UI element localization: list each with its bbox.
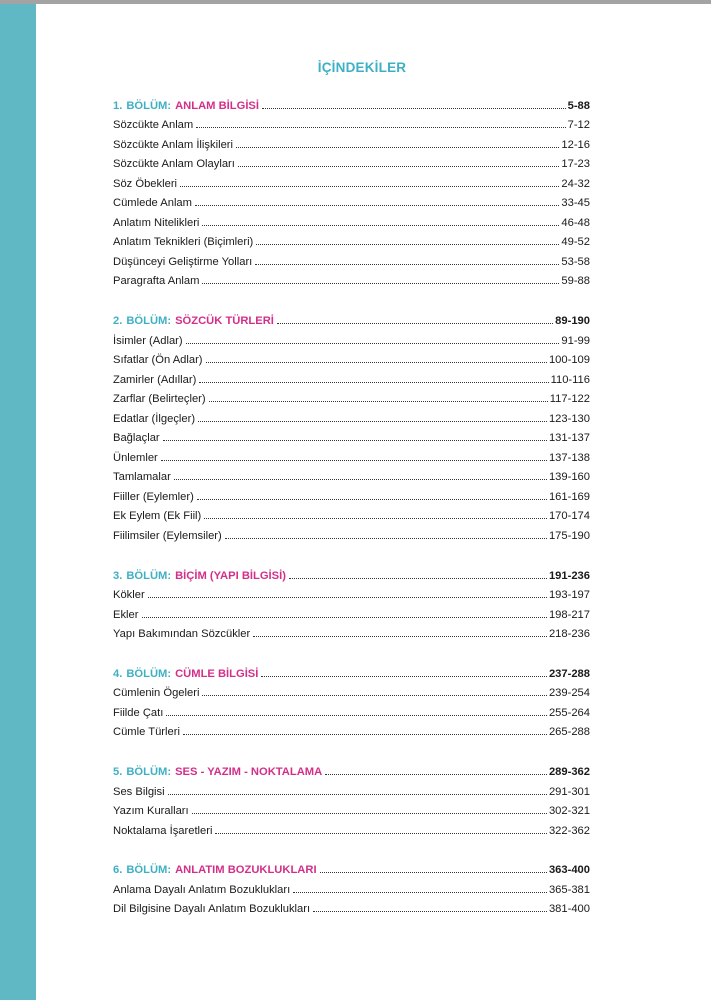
entry-label: Ekler bbox=[113, 608, 139, 621]
entry-label: Fiilimsiler (Eylemsiler) bbox=[113, 530, 222, 543]
dot-leader bbox=[325, 774, 547, 775]
entry-pages: 33-45 bbox=[561, 197, 590, 210]
entry-pages: 137-138 bbox=[548, 451, 590, 464]
dot-leader bbox=[161, 460, 547, 461]
toc-entry[interactable] bbox=[113, 170, 590, 190]
entry-pages: 265-288 bbox=[548, 726, 590, 739]
dot-leader bbox=[168, 794, 547, 795]
section-heading[interactable] bbox=[113, 758, 590, 778]
entry-pages: 123-130 bbox=[548, 412, 590, 425]
entry-label: Ek Eylem (Ek Fiil) bbox=[113, 510, 202, 523]
entry-pages: 198-217 bbox=[548, 608, 590, 621]
page-title: İÇİNDEKİLER bbox=[317, 60, 407, 75]
toc-entry[interactable] bbox=[113, 248, 590, 268]
toc-entry[interactable] bbox=[113, 386, 590, 406]
toc-entry[interactable] bbox=[113, 190, 590, 210]
dot-leader bbox=[195, 205, 559, 206]
entry-label: Zamirler (Adıllar) bbox=[113, 373, 197, 386]
top-border bbox=[0, 0, 711, 4]
dot-leader bbox=[293, 892, 547, 893]
dot-leader bbox=[196, 127, 565, 128]
entry-pages: 302-321 bbox=[548, 805, 590, 818]
entry-label: Paragrafta Anlam bbox=[113, 275, 200, 288]
toc-entry[interactable] bbox=[113, 621, 590, 641]
dot-leader bbox=[255, 264, 559, 265]
toc-section bbox=[113, 660, 590, 738]
section-number: 4. bbox=[113, 667, 123, 680]
section-pages: 191-236 bbox=[548, 569, 590, 582]
entry-pages: 100-109 bbox=[548, 354, 590, 367]
dot-leader bbox=[148, 597, 547, 598]
dot-leader bbox=[261, 676, 547, 677]
entry-label: Yapı Bakımından Sözcükler bbox=[113, 628, 251, 641]
table-of-contents bbox=[113, 92, 590, 935]
entry-pages: 110-116 bbox=[550, 373, 590, 386]
entry-label: Sıfatlar (Ön Adlar) bbox=[113, 354, 203, 367]
dot-leader bbox=[192, 813, 547, 814]
dot-leader bbox=[289, 578, 547, 579]
toc-section bbox=[113, 857, 590, 916]
section-number: 6. bbox=[113, 864, 123, 877]
dot-leader bbox=[236, 147, 559, 148]
entry-pages: 139-160 bbox=[548, 471, 590, 484]
entry-pages: 59-88 bbox=[561, 275, 590, 288]
toc-entry[interactable] bbox=[113, 366, 590, 386]
section-heading[interactable] bbox=[113, 307, 590, 327]
toc-section bbox=[113, 562, 590, 640]
entry-label: Sözcükte Anlam Olayları bbox=[113, 158, 235, 171]
entry-label: Anlatım Teknikleri (Biçimleri) bbox=[113, 236, 254, 249]
dot-leader bbox=[202, 225, 559, 226]
entry-label: Sözcükte Anlam bbox=[113, 119, 194, 132]
entry-label: Ünlemler bbox=[113, 451, 158, 464]
entry-pages: 17-23 bbox=[561, 158, 590, 171]
section-label: BÖLÜM: bbox=[126, 315, 172, 328]
dot-leader bbox=[142, 617, 547, 618]
dot-leader bbox=[166, 715, 547, 716]
toc-entry[interactable] bbox=[113, 582, 590, 602]
section-pages: 5-88 bbox=[567, 99, 590, 112]
entry-label: Tamlamalar bbox=[113, 471, 171, 484]
entry-label: Fiiller (Eylemler) bbox=[113, 490, 194, 503]
toc-entry[interactable] bbox=[113, 522, 590, 542]
section-number: 2. bbox=[113, 315, 123, 328]
entry-pages: 239-254 bbox=[548, 687, 590, 700]
dot-leader bbox=[225, 538, 547, 539]
dot-leader bbox=[163, 440, 547, 441]
section-number: 3. bbox=[113, 569, 123, 582]
dot-leader bbox=[262, 108, 566, 109]
entry-pages: 117-122 bbox=[549, 393, 590, 406]
section-name: SES - YAZIM - NOKTALAMA bbox=[175, 765, 323, 778]
section-label: BÖLÜM: bbox=[126, 864, 172, 877]
dot-leader bbox=[215, 833, 546, 834]
dot-leader bbox=[202, 283, 559, 284]
toc-entry[interactable] bbox=[113, 131, 590, 151]
section-label: BÖLÜM: bbox=[126, 765, 172, 778]
entry-pages: 193-197 bbox=[548, 589, 590, 602]
dot-leader bbox=[202, 695, 547, 696]
entry-pages: 365-381 bbox=[548, 883, 590, 896]
toc-entry[interactable] bbox=[113, 601, 590, 621]
section-pages: 289-362 bbox=[548, 765, 590, 778]
entry-label: İsimler (Adlar) bbox=[113, 334, 183, 347]
section-number: 1. bbox=[113, 99, 123, 112]
dot-leader bbox=[174, 479, 547, 480]
entry-label: Ses Bilgisi bbox=[113, 785, 165, 798]
toc-entry[interactable] bbox=[113, 209, 590, 229]
section-pages: 363-400 bbox=[548, 864, 590, 877]
toc-section bbox=[113, 758, 590, 836]
dot-leader bbox=[199, 382, 548, 383]
section-pages: 89-190 bbox=[555, 315, 590, 328]
entry-label: Kökler bbox=[113, 589, 145, 602]
section-name: SÖZCÜK TÜRLERİ bbox=[175, 315, 274, 328]
entry-label: Dil Bilgisine Dayalı Anlatım Bozuklukları bbox=[113, 903, 311, 916]
entry-pages: 322-362 bbox=[548, 824, 590, 837]
section-label: BÖLÜM: bbox=[126, 569, 172, 582]
entry-pages: 218-236 bbox=[548, 628, 590, 641]
section-name: ANLAM BİLGİSİ bbox=[175, 99, 259, 112]
entry-label: Noktalama İşaretleri bbox=[113, 824, 213, 837]
dot-leader bbox=[198, 421, 547, 422]
left-color-strip bbox=[0, 4, 36, 1000]
section-label: BÖLÜM: bbox=[126, 99, 172, 112]
section-number: 5. bbox=[113, 765, 123, 778]
toc-section bbox=[113, 92, 590, 287]
entry-pages: 7-12 bbox=[567, 119, 590, 132]
entry-label: Yazım Kuralları bbox=[113, 805, 189, 818]
toc-entry[interactable] bbox=[113, 151, 590, 171]
dot-leader bbox=[183, 734, 547, 735]
section-name: CÜMLE BİLGİSİ bbox=[175, 667, 259, 680]
entry-label: Fiilde Çatı bbox=[113, 706, 164, 719]
entry-label: Bağlaçlar bbox=[113, 432, 160, 445]
dot-leader bbox=[197, 499, 547, 500]
toc-entry[interactable] bbox=[113, 483, 590, 503]
entry-label: Cümle Türleri bbox=[113, 726, 180, 739]
toc-entry[interactable] bbox=[113, 817, 590, 837]
entry-pages: 12-16 bbox=[561, 138, 590, 151]
dot-leader bbox=[256, 244, 559, 245]
dot-leader bbox=[180, 186, 559, 187]
entry-pages: 381-400 bbox=[548, 903, 590, 916]
dot-leader bbox=[313, 911, 547, 912]
entry-pages: 170-174 bbox=[548, 510, 590, 523]
dot-leader bbox=[209, 401, 548, 402]
section-heading[interactable] bbox=[113, 562, 590, 582]
entry-pages: 291-301 bbox=[548, 785, 590, 798]
section-label: BÖLÜM: bbox=[126, 667, 172, 680]
entry-label: Cümlede Anlam bbox=[113, 197, 192, 210]
toc-entry[interactable] bbox=[113, 798, 590, 818]
toc-section bbox=[113, 307, 590, 542]
dot-leader bbox=[253, 636, 547, 637]
entry-label: Cümlenin Ögeleri bbox=[113, 687, 200, 700]
toc-entry[interactable] bbox=[113, 503, 590, 523]
entry-label: Sözcükte Anlam İlişkileri bbox=[113, 138, 233, 151]
dot-leader bbox=[320, 872, 547, 873]
toc-entry[interactable] bbox=[113, 444, 590, 464]
entry-label: Anlama Dayalı Anlatım Bozuklukları bbox=[113, 883, 291, 896]
entry-pages: 255-264 bbox=[548, 706, 590, 719]
toc-entry[interactable] bbox=[113, 680, 590, 700]
toc-entry[interactable] bbox=[113, 425, 590, 445]
entry-label: Edatlar (İlgeçler) bbox=[113, 412, 196, 425]
section-heading[interactable] bbox=[113, 92, 590, 112]
entry-pages: 91-99 bbox=[561, 334, 590, 347]
entry-label: Zarflar (Belirteçler) bbox=[113, 393, 206, 406]
toc-entry[interactable] bbox=[113, 229, 590, 249]
toc-entry[interactable] bbox=[113, 896, 590, 916]
toc-entry[interactable] bbox=[113, 268, 590, 288]
section-name: ANLATIM BOZUKLUKLARI bbox=[175, 864, 317, 877]
dot-leader bbox=[277, 323, 553, 324]
entry-pages: 49-52 bbox=[561, 236, 590, 249]
toc-entry[interactable] bbox=[113, 327, 590, 347]
section-name: BİÇİM (YAPI BİLGİSİ) bbox=[175, 569, 286, 582]
toc-entry[interactable] bbox=[113, 112, 590, 132]
toc-entry[interactable] bbox=[113, 778, 590, 798]
dot-leader bbox=[204, 518, 547, 519]
toc-entry[interactable] bbox=[113, 699, 590, 719]
section-heading[interactable] bbox=[113, 857, 590, 877]
entry-pages: 53-58 bbox=[561, 255, 590, 268]
toc-entry[interactable] bbox=[113, 464, 590, 484]
entry-label: Düşünceyi Geliştirme Yolları bbox=[113, 255, 253, 268]
toc-entry[interactable] bbox=[113, 719, 590, 739]
entry-pages: 161-169 bbox=[548, 490, 590, 503]
entry-pages: 131-137 bbox=[548, 432, 590, 445]
entry-label: Söz Öbekleri bbox=[113, 177, 178, 190]
dot-leader bbox=[238, 166, 560, 167]
entry-pages: 175-190 bbox=[548, 530, 590, 543]
entry-pages: 46-48 bbox=[561, 216, 590, 229]
entry-pages: 24-32 bbox=[561, 177, 590, 190]
section-heading[interactable] bbox=[113, 660, 590, 680]
entry-label: Anlatım Nitelikleri bbox=[113, 216, 200, 229]
dot-leader bbox=[186, 343, 560, 344]
dot-leader bbox=[206, 362, 547, 363]
section-pages: 237-288 bbox=[548, 667, 590, 680]
toc-entry[interactable] bbox=[113, 405, 590, 425]
toc-entry[interactable] bbox=[113, 347, 590, 367]
toc-entry[interactable] bbox=[113, 876, 590, 896]
